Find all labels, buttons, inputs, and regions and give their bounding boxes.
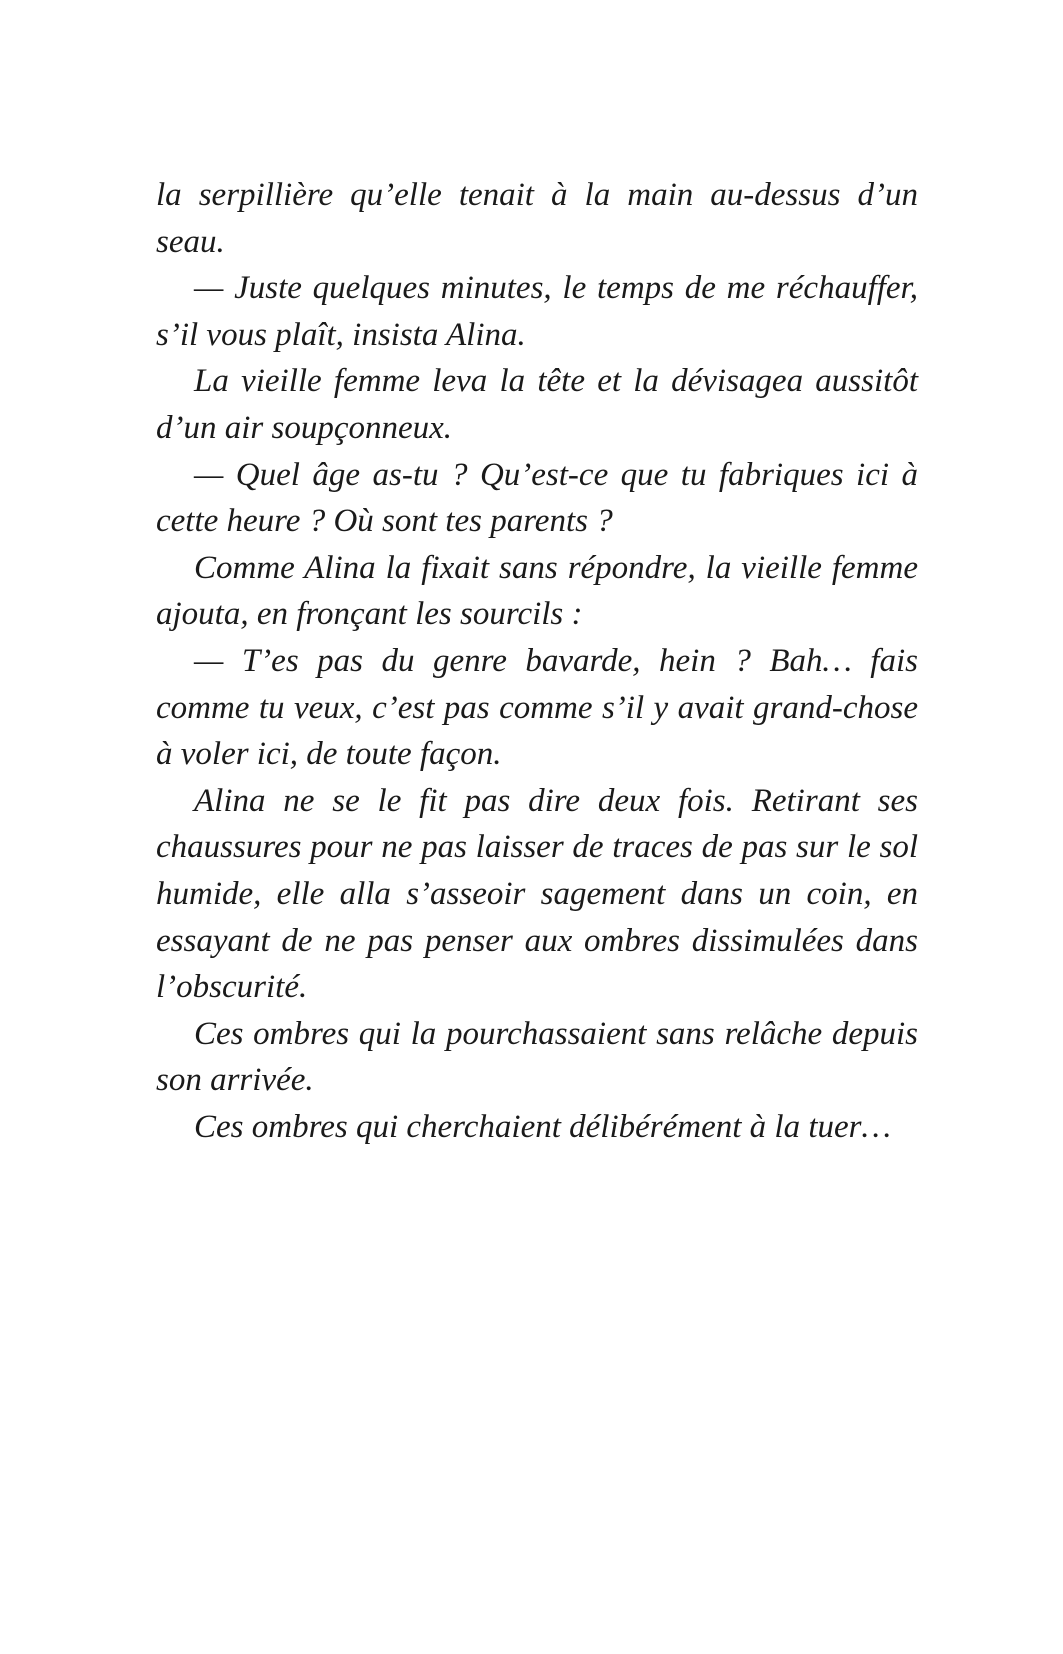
page-body [156,172,918,1150]
paragraph-narration: La vieille femme leva la tête et la dévisagea aussitôt d’un air soupçonneux. [156,363,918,446]
paragraph-narration: Ces ombres qui la pourchassaient sans relâche depuis son arrivée. [156,1015,918,1099]
paragraph-dialogue-old-woman: — Quel âge as-tu ? Qu’est-ce que tu fabriques ici à cette heure ? Où sont tes parents ? [156,456,918,540]
paragraph-narration: Alina ne se le fit pas dire deux fois. Retirant ses chaussures pour ne pas laisser de traces de pas sur le sol humide, elle alla s’asseoir sagement dans un coin, en essayant de ne pas penser aux ombres dissimulées dans l’obscurité. [156,782,918,1006]
paragraph-dialogue-old-woman: — T’es pas du genre bavarde, hein ? Bah… fais comme tu veux, c’est pas comme s’il y avait grand-chose à voler ici, de toute façon. [156,642,918,773]
paragraph-dialogue-alina: — Juste quelques minutes, le temps de me réchauffer, s’il vous plaît, insista Alina. [156,270,918,353]
paragraph-narration: Ces ombres qui cherchaient délibérément à la tuer… [194,1108,891,1145]
paragraph-continuation: la serpillière qu’elle tenait à la main au-dessus d’un seau. [156,177,918,260]
paragraph-narration: Comme Alina la fixait sans répondre, la vieille femme ajouta, en fronçant les sourcils : [156,549,918,633]
